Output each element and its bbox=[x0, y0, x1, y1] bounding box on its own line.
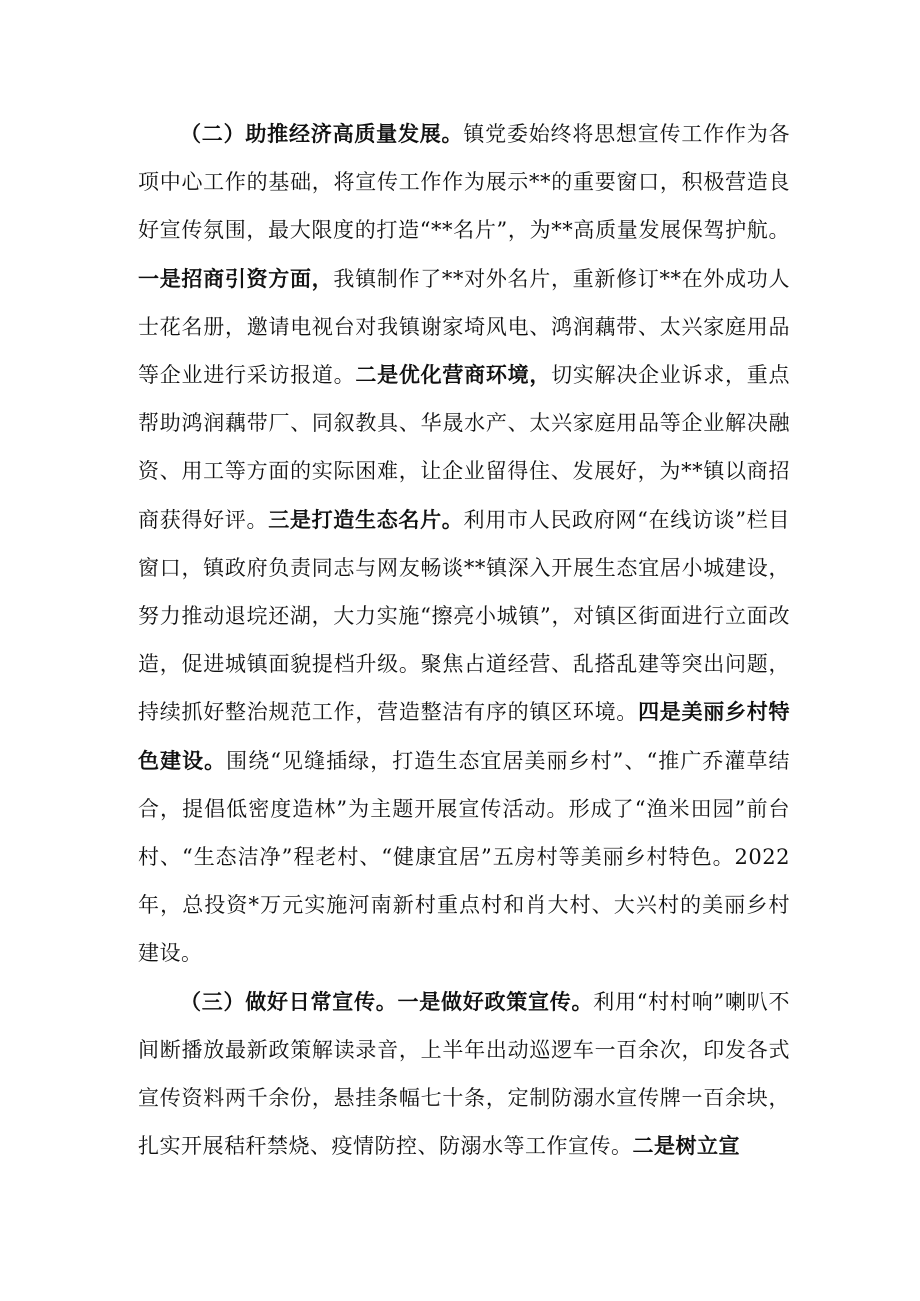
point-ecological-card: 三是打造生态名片。 bbox=[268, 506, 464, 532]
paragraph-daily-publicity bbox=[138, 978, 790, 1171]
heading-daily-publicity: （三）做好日常宣传。 bbox=[180, 988, 398, 1014]
paragraph-economic-development bbox=[138, 110, 790, 978]
body-text: 切实解决企业诉求，重点帮助鸿润藕带厂、同叙教具、华晟水产、太兴家庭用品等企业解决融资、用工等方面的实际困难，让企业留得住、发展好，为**镇以商招商获得好评。 bbox=[138, 363, 791, 532]
point-business-environment: 二是优化营商环境， bbox=[355, 362, 552, 388]
body-text: 镇党委始终将思想宣传工作作为各项中心工作的基础，将宣传工作作为展示**的重要窗口，积极营造良好宣传氛围，最大限度的打造“**名片”，为**高质量发展保驾护航。 bbox=[138, 122, 791, 243]
point-beautiful-village: 四是美丽乡村特色建设。 bbox=[138, 699, 791, 773]
body-text: 利用市人民政府网“在线访谈”栏目窗口，镇政府负责同志与网友畅谈**镇深入开展生态宜居小城建设，努力推动退垸还湖，大力实施“擦亮小城镇”，对镇区街面进行立面改造，促进城镇面貌提档升级。聚焦占道经营、乱搭乱建等突出问题，持续抓好整治规范工作，营造整洁有序的镇区环境。 bbox=[138, 507, 790, 725]
body-text: 围绕“见缝插绿，打造生态宜居美丽乡村”、“推广乔灌草结合，提倡低密度造林”为主题开展宣传活动。形成了“渔米田园”前台村、“生态洁净”程老村、“健康宜居”五房村等美丽乡村特色。2022年，总投资*万元实施河南新村重点村和肖大村、大兴村的美丽乡村建设。 bbox=[138, 748, 790, 966]
document-page bbox=[138, 110, 790, 1170]
point-investment: 一是招商引资方面， bbox=[138, 265, 334, 291]
body-text: 利用“村村响”喇叭不间断播放最新政策解读录音，上半年出动巡逻车一百余次，印发各式宣传资料两千余份，悬挂条幅七十条，定制防溺水宣传牌一百余块，扎实开展秸秆禁烧、疫情防控、防溺水等工作宣传。 bbox=[138, 989, 791, 1159]
point-establish: 二是树立宣 bbox=[632, 1133, 740, 1159]
body-text: 我镇制作了**对外名片，重新修订**在外成功人士花名册，邀请电视台对我镇谢家埼风电、鸿润藕带、太兴家庭用品等企业进行采访报道。 bbox=[138, 266, 791, 388]
heading-economic-development: （二）助推经济高质量发展。 bbox=[180, 121, 464, 146]
point-policy-publicity: 一是做好政策宣传。 bbox=[397, 988, 594, 1014]
